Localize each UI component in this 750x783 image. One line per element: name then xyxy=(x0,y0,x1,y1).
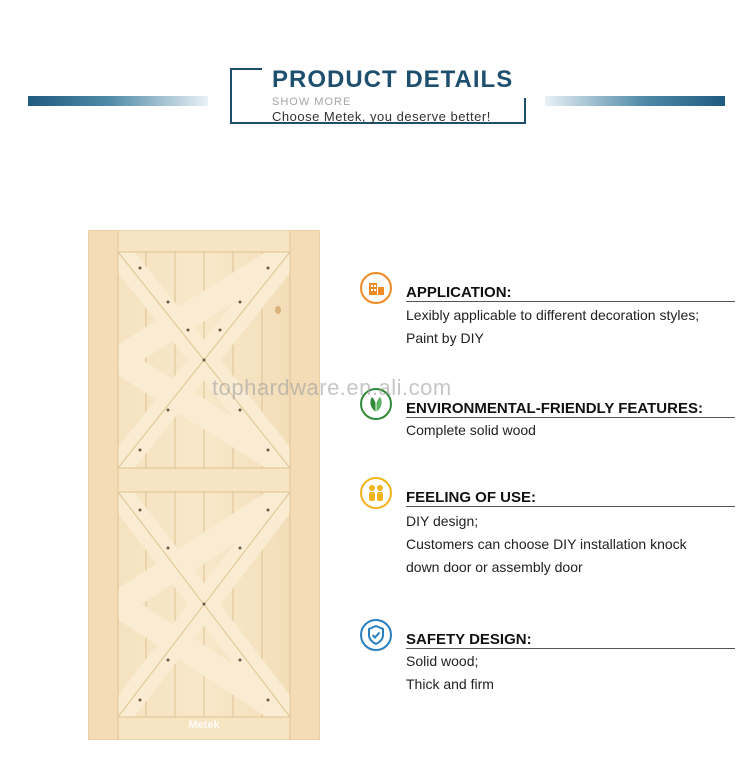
feature-line: Complete solid wood xyxy=(406,422,536,438)
feature-heading: FEELING OF USE: xyxy=(406,489,537,506)
feature-divider xyxy=(406,417,735,418)
feature-heading: SAFETY DESIGN: xyxy=(406,631,532,648)
feature-line: Solid wood; xyxy=(406,653,479,669)
feature-divider xyxy=(406,506,735,507)
header-bar-left xyxy=(28,96,208,106)
building-icon xyxy=(360,272,392,304)
feature-feeling-of-use xyxy=(360,477,735,581)
show-more-label: SHOW MORE xyxy=(272,96,352,108)
feature-line: Customers can choose DIY installation knock xyxy=(406,536,687,552)
shield-check-icon xyxy=(360,619,392,651)
feature-line: Thick and firm xyxy=(406,676,494,692)
feature-heading: ENVIRONMENTAL-FRIENDLY FEATURES: xyxy=(406,400,703,417)
tagline: Choose Metek, you deserve better! xyxy=(272,109,491,124)
people-icon xyxy=(360,477,392,509)
watermark-text: tophardware.en.ali.com xyxy=(212,375,452,400)
feature-line: down door or assembly door xyxy=(406,559,583,575)
feature-line: DIY design; xyxy=(406,513,479,529)
feature-safety xyxy=(360,619,735,699)
feature-line: Lexibly applicable to different decoration styles; xyxy=(406,307,700,323)
feature-application xyxy=(360,272,735,352)
feature-divider xyxy=(406,648,735,649)
feature-line: Paint by DIY xyxy=(406,330,484,346)
barn-door-image xyxy=(88,230,320,740)
feature-heading: APPLICATION: xyxy=(406,284,512,301)
door-logo: Metek xyxy=(188,719,220,731)
header-bar-right xyxy=(545,96,725,106)
page-title: PRODUCT DETAILS xyxy=(272,66,514,93)
feature-divider xyxy=(406,301,735,302)
